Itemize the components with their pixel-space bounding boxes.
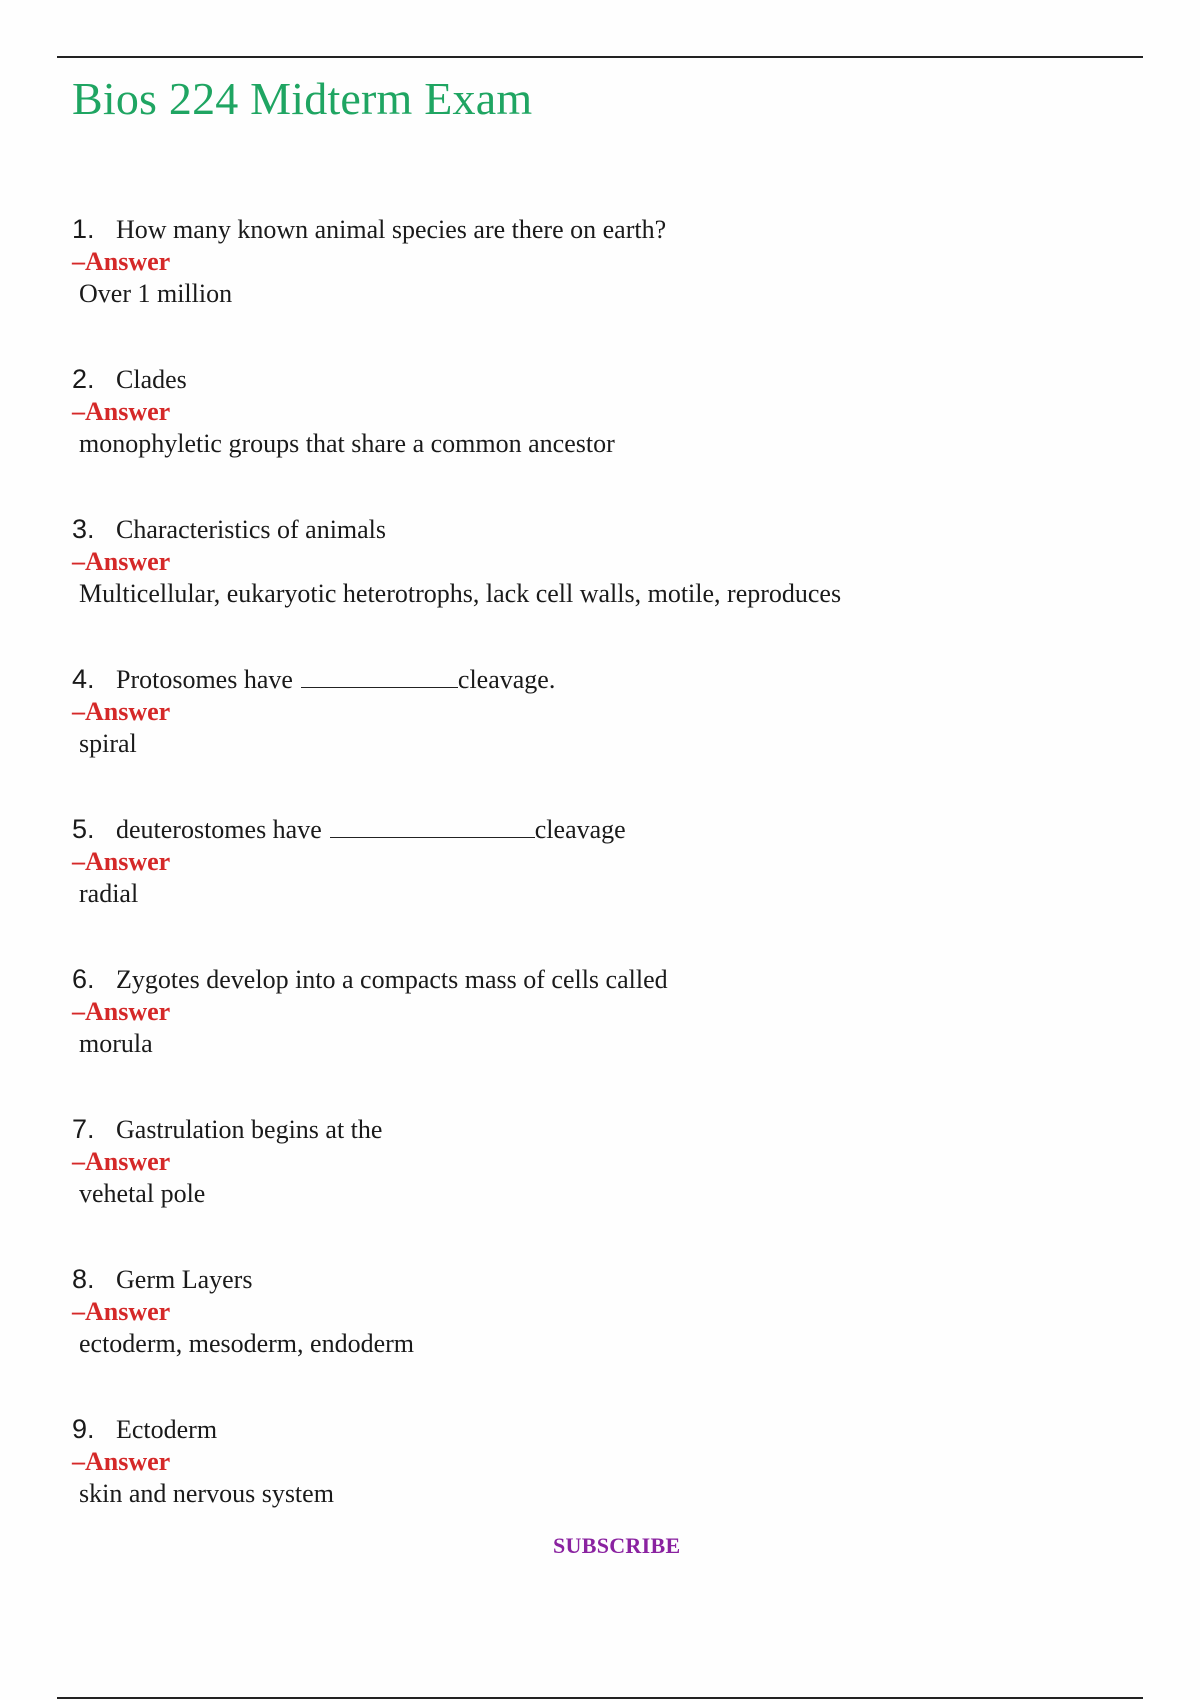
answer-label: –Answer bbox=[72, 247, 171, 276]
question-number: 8. bbox=[72, 1264, 95, 1294]
answer-text: morula bbox=[79, 1029, 153, 1058]
question-item bbox=[72, 214, 1132, 310]
question-line bbox=[72, 514, 1132, 544]
question-text: Clades bbox=[116, 365, 187, 394]
answer-text: Multicellular, eukaryotic heterotrophs, lack cell walls, motile, reproduces bbox=[79, 579, 842, 608]
subscribe-link[interactable]: SUBSCRIBE bbox=[553, 1533, 681, 1558]
question-item bbox=[72, 364, 1132, 460]
answer-text: vehetal pole bbox=[79, 1179, 206, 1208]
question-item bbox=[72, 1114, 1132, 1210]
question-text: Ectoderm bbox=[116, 1415, 218, 1444]
answer-text: ectoderm, mesoderm, endoderm bbox=[79, 1329, 414, 1358]
answer-label: –Answer bbox=[72, 697, 171, 726]
answer-text: Over 1 million bbox=[79, 279, 233, 308]
question-text-after-blank: cleavage. bbox=[457, 665, 556, 694]
question-line bbox=[72, 364, 1132, 394]
question-item bbox=[72, 514, 1132, 610]
answer-text: radial bbox=[79, 879, 139, 908]
question-text: Gastrulation begins at the bbox=[116, 1115, 383, 1144]
fill-in-blank bbox=[330, 815, 535, 838]
answer-text: spiral bbox=[79, 729, 137, 758]
question-number: 4. bbox=[72, 664, 95, 694]
page-title: Bios 224 Midterm Exam bbox=[72, 73, 533, 124]
question-number: 2. bbox=[72, 364, 95, 394]
answer-text: monophyletic groups that share a common ancestor bbox=[79, 429, 615, 458]
fill-in-blank bbox=[301, 665, 458, 688]
question-item bbox=[72, 1264, 1132, 1360]
answer-label: –Answer bbox=[72, 547, 171, 576]
question-item bbox=[72, 664, 1132, 760]
question-text-after-blank: cleavage bbox=[534, 815, 626, 844]
question-line bbox=[72, 1414, 1132, 1444]
question-line bbox=[72, 1264, 1132, 1294]
answer-label: –Answer bbox=[72, 1297, 171, 1326]
question-number: 3. bbox=[72, 514, 95, 544]
question-number: 5. bbox=[72, 814, 95, 844]
question-number: 1. bbox=[72, 214, 95, 244]
question-text: Protosomes have bbox=[116, 665, 293, 694]
top-rule bbox=[57, 56, 1143, 58]
question-item bbox=[72, 1414, 1132, 1510]
bottom-rule bbox=[57, 1697, 1143, 1699]
question-text: How many known animal species are there on earth? bbox=[116, 215, 667, 244]
question-item bbox=[72, 964, 1132, 1060]
question-number: 9. bbox=[72, 1414, 95, 1444]
question-text: Germ Layers bbox=[116, 1265, 253, 1294]
question-number: 7. bbox=[72, 1114, 95, 1144]
question-line bbox=[72, 1114, 1132, 1144]
answer-label: –Answer bbox=[72, 1447, 171, 1476]
answer-text: skin and nervous system bbox=[79, 1479, 334, 1508]
question-number: 6. bbox=[72, 964, 95, 994]
answer-label: –Answer bbox=[72, 847, 171, 876]
question-line bbox=[72, 964, 1132, 994]
question-line bbox=[72, 214, 1132, 244]
question-text: Characteristics of animals bbox=[116, 515, 387, 544]
answer-label: –Answer bbox=[72, 997, 171, 1026]
question-line bbox=[72, 814, 1132, 844]
question-text: deuterostomes have bbox=[116, 815, 322, 844]
answer-label: –Answer bbox=[72, 1147, 171, 1176]
question-item bbox=[72, 814, 1132, 910]
question-text: Zygotes develop into a compacts mass of cells called bbox=[116, 965, 668, 994]
question-line bbox=[72, 664, 1132, 694]
answer-label: –Answer bbox=[72, 397, 171, 426]
